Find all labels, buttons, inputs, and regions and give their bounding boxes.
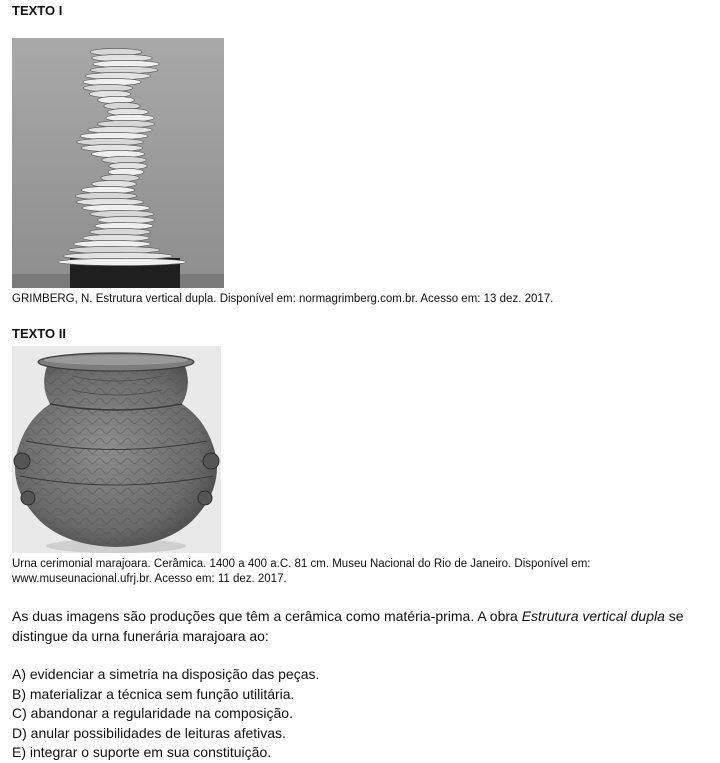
texto-2-heading: TEXTO II <box>12 326 66 341</box>
question-text <box>12 606 718 646</box>
option-e[interactable]: E) integrar o suporte em sua constituição. <box>12 744 272 760</box>
option-b[interactable]: B) materializar a técnica sem função utilitária. <box>12 685 295 702</box>
texto-1-caption: GRIMBERG, N. Estrutura vertical dupla. Disponível em: normagrimberg.com.br. Acesso em: 13 dez. 2017. <box>12 293 554 305</box>
option-c[interactable]: C) abandonar a regularidade na composição. <box>12 705 293 721</box>
urn-image <box>12 346 221 553</box>
option-a[interactable]: A) evidenciar a simetria na disposição das peças. <box>12 666 320 682</box>
answer-options <box>12 665 319 763</box>
texto-2-caption-line-1: Urna cerimonial marajoara. Cerâmica. 1400 a 400 a.C. 81 cm. Museu Nacional do Rio de Janeiro. Disponível em: <box>12 558 591 570</box>
texto-2-caption-line-2: www.museunacional.ufrj.br. Acesso em: 11 dez. 2017. <box>12 573 287 585</box>
sculpture-image <box>12 38 224 288</box>
question-text-end: se distingue da urna funerária marajoara ao: <box>12 608 684 644</box>
texto-1-heading: TEXTO I <box>12 3 63 18</box>
option-d[interactable]: D) anular possibilidades de leituras afetivas. <box>12 724 286 741</box>
question-text-start: As duas imagens são produções que têm a cerâmica como matéria-prima. A obra <box>12 608 522 624</box>
artwork-title: Estrutura vertical dupla <box>521 608 665 624</box>
